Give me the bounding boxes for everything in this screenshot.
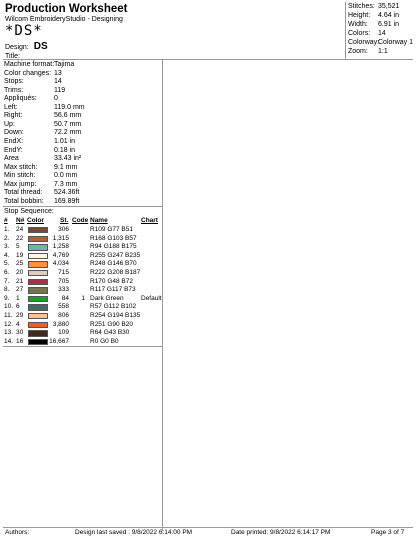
thread-name: R248 G146 B70 bbox=[90, 260, 137, 268]
stop-row bbox=[3, 338, 163, 347]
thread-name: R0 G0 B0 bbox=[90, 337, 119, 345]
footer-page-number: Page 3 of 7 bbox=[371, 529, 405, 536]
stitch-count: 84 bbox=[61, 294, 69, 302]
spec-label: Down: bbox=[4, 129, 24, 137]
needle-number: 1 bbox=[16, 294, 20, 302]
stop-number: 12. bbox=[4, 320, 14, 328]
production-worksheet bbox=[3, 2, 413, 535]
needle-number: 30 bbox=[16, 329, 24, 337]
stop-row bbox=[3, 226, 163, 235]
stop-row bbox=[3, 321, 163, 330]
needle-number: 22 bbox=[16, 234, 24, 242]
footer-authors: Authors: bbox=[5, 529, 30, 536]
thread-name: R94 G188 B175 bbox=[90, 243, 137, 251]
stitch-count: 715 bbox=[58, 269, 69, 276]
color-swatch bbox=[28, 313, 48, 319]
spec-value: 9.1 mm bbox=[54, 163, 78, 171]
stat-width: Width: 6.91 in bbox=[348, 21, 400, 28]
spec-value: 56.6 mm bbox=[54, 112, 82, 120]
stat-stitches: Stitches: 35,521 bbox=[348, 3, 400, 10]
spec-value: 119 bbox=[54, 86, 66, 94]
col-header-chart: Chart bbox=[141, 217, 158, 224]
stat-zoom: Zoom: 1:1 bbox=[348, 48, 388, 55]
spec-value: 119.0 mm bbox=[54, 103, 85, 111]
stop-number: 4. bbox=[4, 251, 10, 259]
stop-number: 8. bbox=[4, 286, 10, 294]
spec-value: 72.2 mm bbox=[54, 129, 82, 137]
color-swatch bbox=[28, 339, 48, 345]
color-swatch bbox=[28, 236, 48, 242]
stat-colors: Colors: 14 bbox=[348, 30, 386, 37]
spec-value: 14 bbox=[54, 78, 62, 86]
spec-label: Max stitch: bbox=[4, 163, 38, 171]
footer bbox=[3, 527, 413, 536]
stat-colorway: Colorway: Colorway 1 bbox=[348, 39, 414, 46]
needle-number: 6 bbox=[16, 303, 20, 311]
stop-number: 9. bbox=[4, 294, 10, 302]
thread-name: R117 G117 B73 bbox=[90, 286, 136, 294]
stop-number: 13. bbox=[4, 329, 14, 337]
spec-label: Left: bbox=[4, 103, 18, 111]
stitch-count: 4,769 bbox=[52, 251, 69, 259]
thread-name: R57 G112 B102 bbox=[90, 303, 137, 311]
stop-row bbox=[3, 303, 163, 312]
color-swatch bbox=[28, 287, 48, 293]
stop-row bbox=[3, 269, 163, 278]
stop-row bbox=[3, 295, 163, 304]
info-column bbox=[3, 60, 163, 531]
stop-row bbox=[3, 235, 163, 244]
thread-name: R170 G48 B72 bbox=[90, 277, 134, 285]
worksheet-title: Production Worksheet bbox=[5, 3, 128, 15]
stitch-count: 1,258 bbox=[52, 243, 69, 251]
stitch-count: 306 bbox=[58, 226, 69, 233]
stitch-count: 558 bbox=[58, 303, 69, 311]
design-code-large: *DS* bbox=[5, 23, 43, 39]
software-subtitle: Wilcom EmbroideryStudio - Designing bbox=[5, 16, 123, 23]
thread-name: Dark Green bbox=[90, 294, 124, 302]
needle-number: 29 bbox=[16, 312, 24, 319]
spec-value: 524.36ft bbox=[54, 189, 80, 197]
spec-label: Trims: bbox=[4, 86, 24, 94]
stitch-count: 1,315 bbox=[52, 234, 69, 242]
stitch-count: 705 bbox=[58, 277, 69, 285]
col-header-n: N# bbox=[16, 217, 25, 224]
design-value: DS bbox=[33, 41, 48, 52]
color-swatch bbox=[28, 261, 48, 267]
stop-number: 11. bbox=[4, 312, 13, 319]
spec-label: Up: bbox=[4, 120, 15, 128]
color-swatch bbox=[28, 253, 48, 259]
stop-row bbox=[3, 260, 163, 269]
stitch-count: 333 bbox=[58, 286, 69, 294]
stop-number: 1. bbox=[4, 226, 10, 233]
spec-label: Color changes: bbox=[4, 69, 52, 77]
needle-number: 16 bbox=[16, 337, 24, 345]
color-swatch bbox=[28, 330, 48, 336]
spec-label: EndY: bbox=[4, 146, 23, 154]
stitch-count: 806 bbox=[58, 312, 69, 319]
stitch-count: 16,667 bbox=[49, 337, 69, 345]
stop-number: 7. bbox=[4, 277, 10, 285]
col-header-color: Color bbox=[27, 217, 44, 224]
spec-value: 0.0 mm bbox=[54, 172, 78, 180]
design-preview-area bbox=[163, 60, 413, 531]
stitch-count: 4,034 bbox=[52, 260, 69, 268]
needle-number: 4 bbox=[16, 320, 20, 328]
color-swatch bbox=[28, 244, 48, 250]
thread-name: R255 G247 B235 bbox=[90, 251, 141, 259]
spec-label: Min stitch: bbox=[4, 172, 36, 180]
col-header-name: Name bbox=[90, 217, 108, 224]
spec-label: Machine format: bbox=[4, 61, 55, 68]
color-swatch bbox=[28, 270, 48, 276]
stop-row bbox=[3, 243, 163, 252]
design-row bbox=[5, 41, 48, 52]
needle-number: 5 bbox=[16, 243, 20, 251]
footer-last-saved: Design last saved : 9/8/2022 6:14:00 PM bbox=[75, 529, 193, 536]
thread-name: R109 G77 B51 bbox=[90, 226, 134, 233]
spec-label: Area bbox=[4, 155, 19, 163]
stop-row bbox=[3, 286, 163, 295]
stop-row bbox=[3, 278, 163, 287]
stop-number: 3. bbox=[4, 243, 10, 251]
spec-value: 169.89ft bbox=[54, 197, 80, 205]
spec-label: Total bobbin: bbox=[4, 197, 44, 205]
thread-name: R222 G208 B187 bbox=[90, 269, 141, 276]
spec-value: 0 bbox=[54, 95, 58, 103]
spec-value: 33.43 in² bbox=[54, 155, 82, 163]
spec-label: Stops: bbox=[4, 78, 24, 86]
spec-label: Right: bbox=[4, 112, 23, 120]
header-info bbox=[3, 2, 345, 60]
needle-number: 25 bbox=[16, 260, 24, 268]
spec-value: 7.3 mm bbox=[54, 180, 78, 188]
spec-label: Total thread: bbox=[4, 189, 43, 197]
stop-row bbox=[3, 312, 163, 321]
color-swatch bbox=[28, 227, 48, 233]
stop-number: 10. bbox=[4, 303, 14, 311]
stop-row bbox=[3, 252, 163, 261]
thread-chart: Default bbox=[141, 294, 162, 302]
stop-number: 14. bbox=[4, 337, 14, 345]
needle-number: 24 bbox=[16, 226, 24, 233]
stop-number: 5. bbox=[4, 260, 10, 268]
spec-value: 13 bbox=[54, 69, 62, 77]
color-swatch bbox=[28, 304, 48, 310]
stitch-count: 3,880 bbox=[52, 320, 69, 328]
thread-name: R251 G90 B20 bbox=[90, 320, 134, 328]
needle-number: 21 bbox=[16, 277, 24, 285]
title-label: Title: bbox=[5, 53, 20, 60]
spec-value: 1.01 in bbox=[54, 137, 76, 145]
stop-number: 6. bbox=[4, 269, 10, 276]
stat-height: Height: 4.64 in bbox=[348, 12, 400, 19]
design-label: Design: bbox=[5, 44, 29, 51]
col-header-st: St. bbox=[60, 217, 69, 224]
stop-number: 2. bbox=[4, 234, 10, 242]
color-swatch bbox=[28, 322, 48, 328]
col-header-num: # bbox=[4, 217, 8, 224]
machine-specs bbox=[3, 60, 162, 207]
spec-value: 0.18 in bbox=[54, 146, 76, 154]
stitch-count: 109 bbox=[58, 329, 69, 337]
spec-label: Max jump: bbox=[4, 180, 37, 188]
thread-code: 1 bbox=[81, 294, 85, 302]
thread-name: R168 G103 B57 bbox=[90, 234, 137, 242]
footer-date-printed: Date printed: 9/8/2022 6:14:17 PM bbox=[231, 529, 331, 536]
stats-panel bbox=[345, 2, 413, 60]
spec-label: EndX: bbox=[4, 137, 24, 145]
spec-label: Appliqués: bbox=[4, 95, 37, 103]
needle-number: 27 bbox=[16, 286, 24, 294]
color-swatch bbox=[28, 279, 48, 285]
needle-number: 19 bbox=[16, 251, 24, 259]
color-swatch bbox=[28, 296, 48, 302]
stop-sequence bbox=[3, 207, 162, 347]
thread-name: R254 G194 B135 bbox=[90, 312, 141, 319]
col-header-code: Code bbox=[72, 217, 89, 224]
stop-sequence-title: Stop Sequence: bbox=[4, 208, 54, 215]
stop-row bbox=[3, 329, 163, 338]
spec-value: 50.7 mm bbox=[54, 120, 82, 128]
spec-value: Tajima bbox=[54, 61, 75, 68]
thread-name: R64 G43 B30 bbox=[90, 329, 130, 337]
needle-number: 20 bbox=[16, 269, 24, 276]
